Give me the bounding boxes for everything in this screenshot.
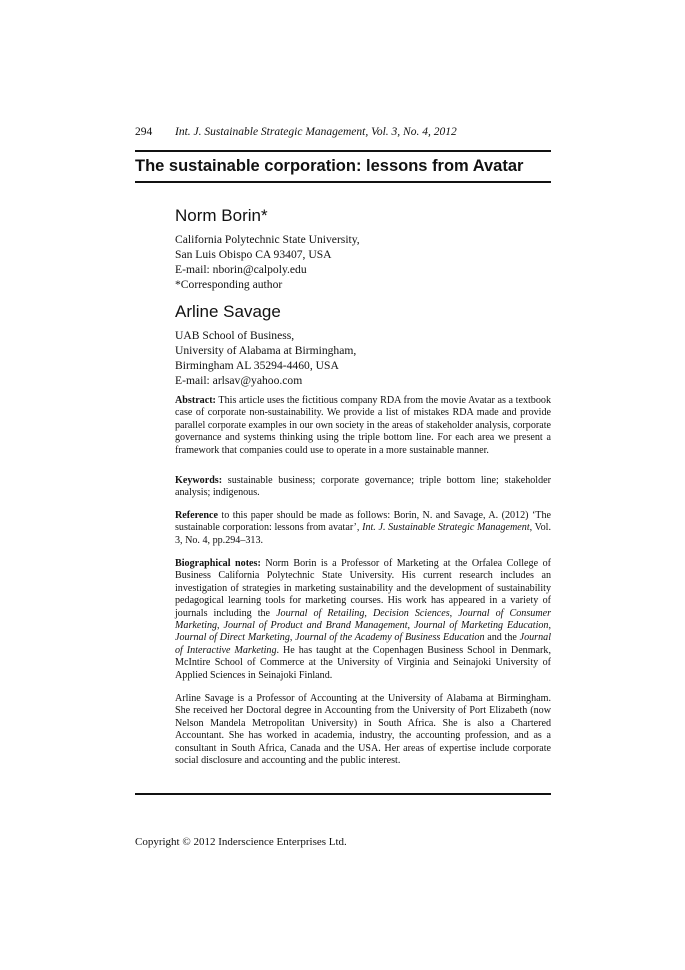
page-number: 294 (135, 126, 153, 138)
author-affiliation (175, 328, 551, 388)
copyright-notice: Copyright © 2012 Inderscience Enterprises Ltd. (135, 836, 347, 848)
bio-journal: Journal of Product and Brand Management (223, 620, 408, 632)
bio-journal: Journal of Marketing Education (413, 620, 549, 632)
biographical-notes-second-author (175, 693, 551, 767)
affiliation-line: California Polytechnic State University, (175, 233, 360, 246)
footer-rule (135, 793, 551, 795)
bio-text: Norm Borin is a Professor of Marketing at the Orfalea College of Business California Polytechnic State University. His current research includes an investigation of strategies in marketing sustainability and the development of sustainability pedagogical learning tools for marketing courses. His work has appeared in a variety of journals including the (175, 558, 551, 619)
journal-citation: Int. J. Sustainable Strategic Management, Vol. 3, No. 4, 2012 (175, 126, 457, 138)
paper-title: The sustainable corporation: lessons from Avatar (135, 157, 524, 175)
reference-text: to this paper should be made as follows: Borin, N. and Savage, A. (2012) ‘The sustainable corporation: lessons from avatar’, (175, 510, 551, 534)
author-email: E-mail: arlsav@yahoo.com (175, 374, 303, 387)
reference-label: Reference (175, 510, 218, 521)
bio-journal: Journal of Retailing (276, 607, 365, 619)
bio-journal: Journal of Interactive Marketing (175, 632, 551, 656)
title-rule-top (135, 150, 551, 152)
keywords (175, 475, 551, 500)
bio-journal: Journal of Consumer Marketing (175, 607, 552, 632)
bio-text: He has taught at the Copenhagen Business School in Denmark, McIntire School of Commerce at the University of Virginia and Seinajoki University of Applied Sciences in Seinajoki Finland. (175, 644, 551, 681)
bio-journal: Decision Sciences (372, 607, 450, 619)
affiliation-line: Birmingham AL 35294-4460, USA (175, 359, 339, 372)
reference-note (175, 510, 551, 547)
running-header (135, 126, 555, 138)
abstract (175, 395, 551, 457)
author-affiliation (175, 232, 551, 292)
author-name: Norm Borin* (175, 206, 268, 225)
affiliation-line: San Luis Obispo CA 93407, USA (175, 248, 332, 261)
keywords-text: sustainable business; corporate governance; triple bottom line; stakeholder analysis; indigenous. (175, 475, 551, 499)
bio-journal: Journal of the Academy of Business Education (295, 632, 485, 644)
bio-journal: Journal of Direct Marketing (175, 632, 290, 644)
abstract-text: This article uses the fictitious company RDA from the movie Avatar as a textbook case of corporate non-sustainability. We provide a list of mistakes RDA made and provide parallel corporate examples in our own society in the areas of stakeholder analysis, corporate governance and systems thinking using the triple bottom line. For each area we present a framework that companies could use to operate in a more sustainable manner. (175, 395, 551, 456)
reference-journal: Int. J. Sustainable Strategic Management (362, 522, 530, 534)
biographical-notes: Biographical notes: Norm Borin is a Professor of Marketing at the Orfalea College of Business California Polytechnic State University. His current research includes an investigation of strategies in marketing sustainability and the development of sustainability pedagogical learning tools for marketing courses. His work has appeared in a variety of journals including the Journal of Retailing, Decision Sciences, Journal of Consumer Marketing, Journal of Product and Brand Management, Journal of Marketing Education, Journal of Direct Marketing, Journal of the Academy of Business Education and the Journal of Interactive Marketing. He has taught at the Copenhagen Business School in Denmark, McIntire School of Commerce at the University of Virginia and Seinajoki University of Applied Sciences in Seinajoki Finland. (175, 558, 552, 681)
author-email: E-mail: nborin@calpoly.edu (175, 263, 307, 276)
affiliation-line: UAB School of Business, (175, 329, 295, 342)
abstract-label: Abstract: (175, 395, 216, 406)
corresponding-author-note: *Corresponding author (175, 278, 283, 291)
affiliation-line: University of Alabama at Birmingham, (175, 344, 357, 357)
title-rule-bottom (135, 181, 551, 183)
keywords-label: Keywords: (175, 475, 223, 486)
bio-label: Biographical notes: (175, 558, 261, 569)
bio-text: Arline Savage is a Professor of Accounting at the University of Alabama at Birmingham. She received her Doctoral degree in Accounting from the University of Port Elizabeth (now Nelson Mandela Metropolitan University) in South Africa. She is also a Chartered Accountant. She has worked in academia, industry, the accounting profession, and as a consultant in South Africa, Canada and the USA. Her areas of expertise include corporate social disclosure and accounting and the public interest. (175, 693, 551, 767)
author-name: Arline Savage (175, 302, 281, 321)
reference-volume: , Vol. 3, No. 4, pp.294–313. (175, 522, 551, 546)
